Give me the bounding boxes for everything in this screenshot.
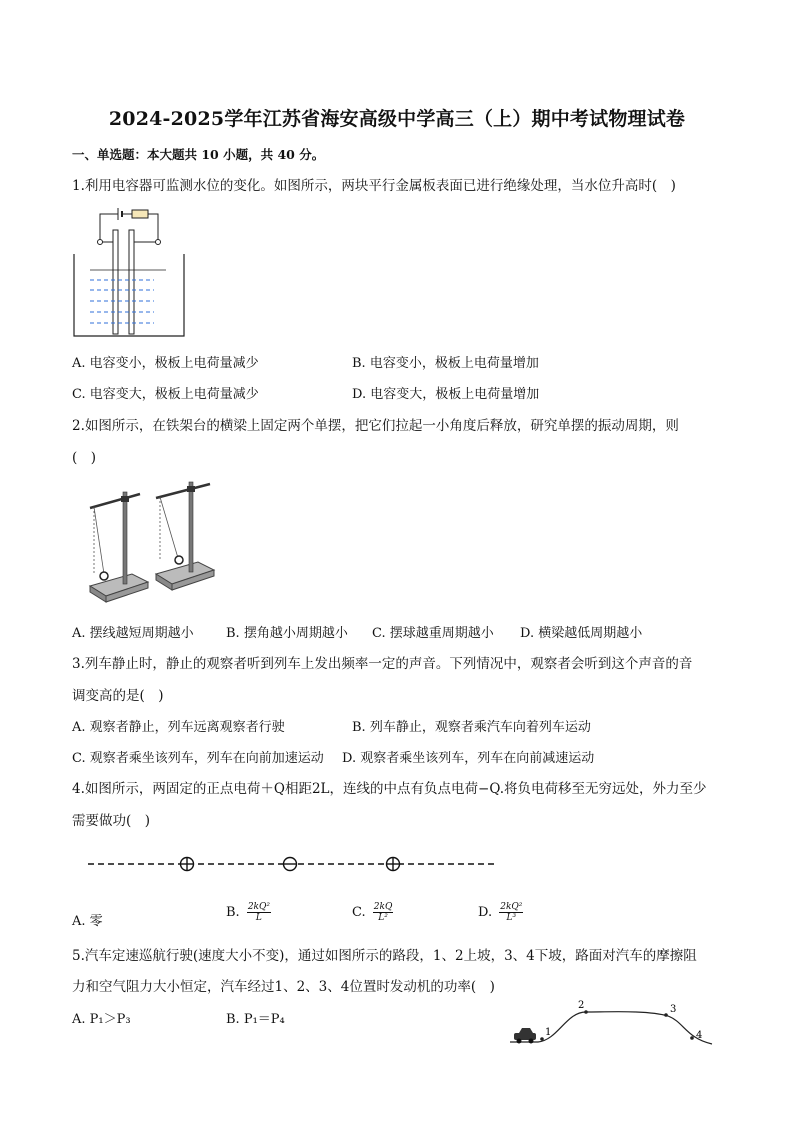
negative-charge-middle bbox=[284, 858, 297, 871]
q3-option-a: A. 观察者静止，列车远离观察者行驶 bbox=[72, 720, 285, 735]
positive-charge-right bbox=[387, 858, 400, 871]
q4-option-c-label: C. bbox=[352, 905, 366, 920]
q3-option-d: D. 观察者乘坐该列车，列车在向前减速运动 bbox=[342, 751, 595, 766]
q4-option-d-denominator: L³ bbox=[506, 913, 517, 923]
road-label-2: 2 bbox=[578, 1000, 585, 1011]
q4-option-b-numerator: 2kQ² bbox=[247, 902, 270, 912]
q4-stem-line1: 4.如图所示，两固定的正点电荷＋Q相距2L，连线的中点有负点电荷−Q.将负电荷移至无穷远处，外力至少 bbox=[72, 781, 707, 797]
q5-stem-line2: 力和空气阻力大小恒定，汽车经过1、2、3、4位置时发动机的功率( ) bbox=[72, 979, 495, 995]
q2-option-a: A. 摆线越短周期越小 bbox=[72, 626, 194, 641]
q4-option-d-numerator: 2kQ² bbox=[500, 902, 523, 912]
q4-charges-figure bbox=[86, 852, 498, 878]
q2-option-b: B. 摆角越小周期越小 bbox=[226, 626, 348, 641]
q1-capacitor-figure bbox=[70, 206, 190, 340]
q4-stem-line2: 需要做功( ) bbox=[72, 813, 151, 829]
q4-option-c-numerator: 2kQ bbox=[373, 902, 393, 912]
q4-option-b-denominator: L bbox=[255, 913, 262, 923]
q1-option-b: B. 电容变小，极板上电荷量增加 bbox=[352, 356, 539, 371]
q1-option-a: A. 电容变小，极板上电荷量减少 bbox=[72, 356, 259, 371]
road-label-3: 3 bbox=[670, 1004, 677, 1015]
q3-option-b: B. 列车静止，观察者乘汽车向着列车运动 bbox=[352, 720, 591, 735]
q2-stem-line1: 2.如图所示，在铁架台的横梁上固定两个单摆，把它们拉起一小角度后释放，研究单摆的振动周期，则 bbox=[72, 418, 679, 434]
q3-option-c: C. 观察者乘坐该列车，列车在向前加速运动 bbox=[72, 751, 324, 766]
q4-option-d-label: D. bbox=[478, 905, 493, 920]
q4-option-c-denominator: L² bbox=[378, 913, 388, 923]
section-heading: 一、单选题：本大题共 10 小题，共 40 分。 bbox=[72, 147, 325, 162]
q4-option-b-label: B. bbox=[226, 905, 240, 920]
positive-charge-left bbox=[181, 858, 194, 871]
q5-stem-line1: 5.汽车定速巡航行驶(速度大小不变)，通过如图所示的路段，1、2上坡，3、4下坡，路面对汽车的摩擦阻 bbox=[72, 948, 697, 964]
page-title: 2024-2025学年江苏省海安高级中学高三（上）期中考试物理试卷 bbox=[108, 108, 686, 130]
q4-option-a: A. 零 bbox=[72, 914, 103, 929]
q2-stem-line2: ( ) bbox=[72, 450, 97, 466]
car-icon bbox=[514, 1028, 536, 1044]
road-label-1: 1 bbox=[545, 1027, 552, 1038]
q4-option-b bbox=[226, 902, 271, 923]
q4-option-b-fraction bbox=[247, 902, 271, 923]
q5-option-b: B. P₁＝P₄ bbox=[226, 1012, 285, 1027]
q3-stem-line1: 3.列车静止时，静止的观察者听到列车上发出频率一定的声音。下列情况中，观察者会听到这个声音的音 bbox=[72, 656, 693, 672]
q4-option-c bbox=[352, 902, 393, 923]
q5-road-figure bbox=[508, 998, 714, 1050]
road-label-4: 4 bbox=[696, 1030, 703, 1041]
q1-option-d: D. 电容变大，极板上电荷量增加 bbox=[352, 387, 540, 402]
q1-stem: 1.利用电容器可监测水位的变化。如图所示，两块平行金属板表面已进行绝缘处理，当水位升高时( ) bbox=[72, 178, 676, 194]
q2-pendulum-figure bbox=[82, 478, 222, 606]
q2-option-c: C. 摆球越重周期越小 bbox=[372, 626, 494, 641]
q4-option-d bbox=[478, 902, 523, 923]
q5-option-a: A. P₁＞P₃ bbox=[72, 1012, 131, 1027]
q3-stem-line2: 调变高的是( ) bbox=[72, 688, 164, 704]
q1-option-c: C. 电容变大，极板上电荷量减少 bbox=[72, 387, 259, 402]
q4-option-d-fraction bbox=[499, 902, 523, 923]
q4-option-c-fraction bbox=[373, 902, 394, 923]
q2-option-d: D. 横梁越低周期越小 bbox=[520, 626, 643, 641]
